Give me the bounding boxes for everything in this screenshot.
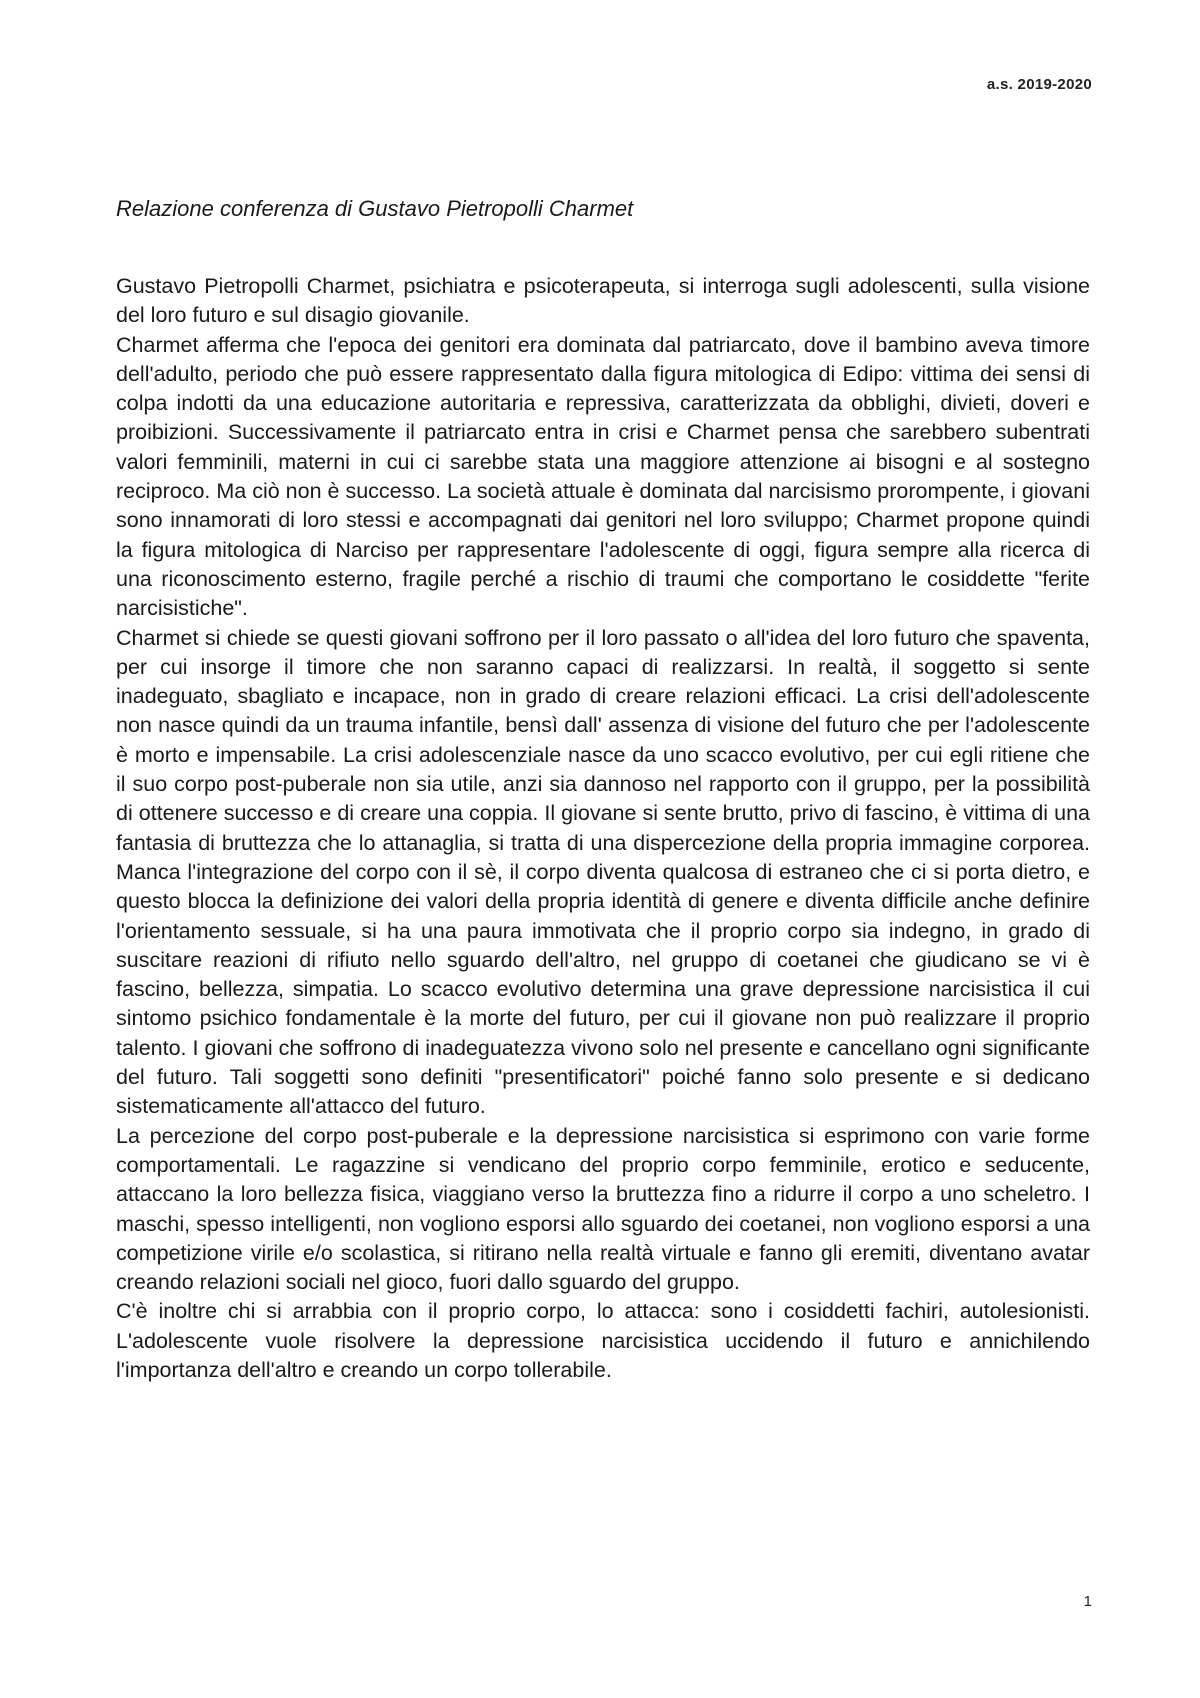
school-year-header: a.s. 2019-2020 xyxy=(986,76,1092,93)
paragraph-intro: Gustavo Pietropolli Charmet, psichiatra e psicoterapeuta, si interroga sugli adolescenti, sulla visione del loro futuro e sul disagio giovanile. xyxy=(116,274,1090,328)
paragraph-crisi-adolescente: Charmet si chiede se questi giovani soffrono per il loro passato o all'idea del loro futuro che spaventa, per cui insorge il timore che non saranno capaci di realizzarsi. In realtà, il soggetto si sente inadeguato, sbagliato e incapace, non in grado di creare relazioni efficaci. La crisi dell'adolescente non nasce quindi da un trauma infantile, bensì dall' assenza di visione del futuro che per l'adolescente è morto e impensabile. La crisi adolescenziale nasce da uno scacco evolutivo, per cui egli ritiene che il suo corpo post-puberale non sia utile, anzi sia dannoso nel rapporto con il gruppo, per la possibilità di ottenere successo e di creare una coppia. Il giovane si sente brutto, privo di fascino, è vittima di una fantasia di bruttezza che lo attanaglia, si tratta di una dispercezione della propria immagine corporea. Manca l'integrazione del corpo con il sè, il corpo diventa qualcosa di estraneo che ci si porta dietro, e questo blocca la definizione dei valori della propria identità di genere e diventa difficile anche definire l'orientamento sessuale, si ha una paura immotivata che il proprio corpo sia indegno, in grado di suscitare reazioni di rifiuto nello sguardo dell'altro, nel gruppo di coetanei che giudicano se vi è fascino, bellezza, simpatia. Lo scacco evolutivo determina una grave depressione narcisistica il cui sintomo psichico fondamentale è la morte del futuro, per cui il giovane non può realizzare il proprio talento. I giovani che soffrono di inadeguatezza vivono solo nel presente e cancellano ogni significante del futuro. Tali soggetti sono definiti "presentificatori" poiché fanno solo presente e si dedicano sistematicamente all'attacco del futuro. xyxy=(116,625,1090,1119)
document-title: Relazione conferenza di Gustavo Pietropolli Charmet xyxy=(116,196,634,221)
paragraph-forme-comportamentali: La percezione del corpo post-puberale e la depressione narcisistica si esprimono con varie forme comportamentali. Le ragazzine si vendicano del proprio corpo femminile, erotico e seducente, attaccano la loro bellezza fisica, viaggiano verso la bruttezza fino a ridurre il corpo a uno scheletro. I maschi, spesso intelligenti, non vogliono esporsi allo sguardo dei coetanei, non vogliono esporsi a una competizione virile e/o scolastica, si ritirano nella realtà virtuale e fanno gli eremiti, diventano avatar creando relazioni sociali nel gioco, fuori dallo sguardo del gruppo. xyxy=(116,1123,1090,1295)
document-body xyxy=(116,272,1090,1385)
paragraph-autolesionisti: C'è inoltre chi si arrabbia con il proprio corpo, lo attacca: sono i cosiddetti fachiri, autolesionisti. L'adolescente vuole risolvere la depressione narcisistica uccidendo il futuro e annichilendo l'importanza dell'altro e creando un corpo tollerabile. xyxy=(116,1299,1090,1382)
paragraph-patriarcato: Charmet afferma che l'epoca dei genitori era dominata dal patriarcato, dove il bambino aveva timore dell'adulto, periodo che può essere rappresentato dalla figura mitologica di Edipo: vittima dei sensi di colpa indotti da una educazione autoritaria e repressiva, caratterizzata da obblighi, divieti, doveri e proibizioni. Successivamente il patriarcato entra in crisi e Charmet pensa che sarebbero subentrati valori femminili, materni in cui ci sarebbe stata una maggiore attenzione ai bisogni e al sostegno reciproco. Ma ciò non è successo. La società attuale è dominata dal narcisismo prorompente, i giovani sono innamorati di loro stessi e accompagnati dai genitori nel loro sviluppo; Charmet propone quindi la figura mitologica di Narciso per rappresentare l'adolescente di oggi, figura sempre alla ricerca di una riconoscimento esterno, fragile perché a rischio di traumi che comportano le cosiddette "ferite narcisistiche". xyxy=(116,332,1090,621)
page-number: 1 xyxy=(1083,1593,1092,1610)
